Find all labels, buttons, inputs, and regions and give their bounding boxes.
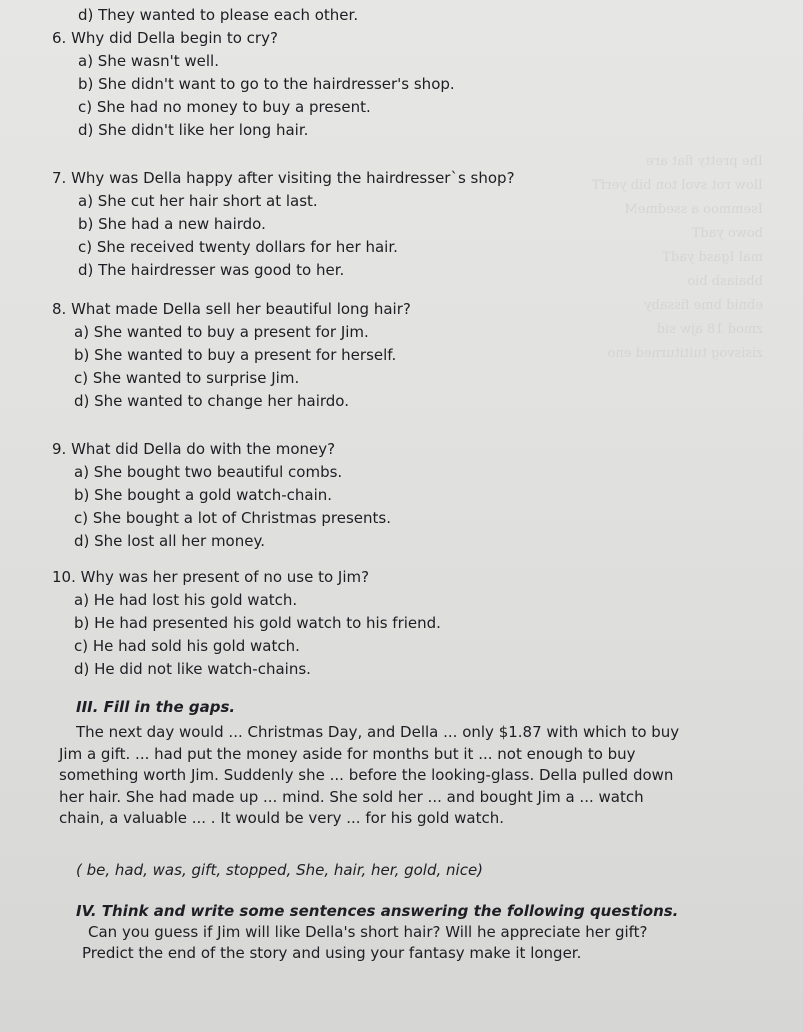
option[interactable]: a) She wasn't well.	[78, 52, 219, 70]
paragraph-line: chain, a valuable ... . It would be very ... for his gold watch.	[59, 809, 505, 827]
question-title: 9. What did Della do with the money?	[52, 440, 336, 458]
option[interactable]: a) She cut her hair short at last.	[78, 192, 318, 210]
option[interactable]: c) She had no money to buy a present.	[78, 98, 371, 116]
word-bank: ( be, had, was, gift, stopped, She, hair, her, gold, nice)	[76, 861, 484, 879]
option[interactable]: c) She bought a lot of Christmas presents.	[74, 509, 391, 527]
question-8	[52, 298, 752, 413]
option[interactable]: a) She bought two beautiful combs.	[74, 463, 343, 481]
paragraph-line: something worth Jim. Suddenly she ... before the looking-glass. Della pulled down	[59, 766, 674, 784]
question-6	[52, 27, 752, 142]
question-title: 8. What made Della sell her beautiful long hair?	[52, 300, 411, 318]
section-4-line: Can you guess if Jim will like Della's short hair? Will he appreciate her gift?	[88, 923, 648, 941]
question-10	[52, 566, 752, 681]
option[interactable]: d) They wanted to please each other.	[78, 6, 359, 24]
option[interactable]: b) She didn't want to go to the hairdresser's shop.	[78, 75, 455, 93]
show-through-text: Ihe pretty flat are Ilow rot svol ton bib yerfT Isemmoo a ssedmeM bowo yadT mal Igasd yadT bbaiasb bio ebnid bme fissaby zmod 18 ajw sid zisisvog tuititurned eno	[591, 154, 763, 361]
option[interactable]: d) He did not like watch-chains.	[74, 660, 311, 678]
option[interactable]: b) She wanted to buy a present for herself.	[74, 346, 397, 364]
option[interactable]: d) The hairdresser was good to her.	[78, 261, 345, 279]
section-4-line: Predict the end of the story and using your fantasy make it longer.	[82, 944, 582, 962]
section-3-heading: III. Fill in the gaps.	[76, 698, 236, 716]
option[interactable]: a) She wanted to buy a present for Jim.	[74, 323, 369, 341]
option[interactable]: b) She had a new hairdo.	[78, 215, 266, 233]
paragraph-line: The next day would ... Christmas Day, and Della ... only $1.87 with which to buy	[76, 723, 680, 741]
option[interactable]: c) She wanted to surprise Jim.	[74, 369, 300, 387]
fill-gaps-paragraph	[59, 722, 759, 830]
section-4	[76, 901, 766, 964]
question-title: 7. Why was Della happy after visiting the hairdresser`s shop?	[52, 169, 515, 187]
option[interactable]: a) He had lost his gold watch.	[74, 591, 298, 609]
paragraph-line: Jim a gift. ... had put the money aside for months but it ... not enough to buy	[59, 744, 636, 763]
option[interactable]: d) She wanted to change her hairdo.	[74, 392, 349, 410]
option[interactable]: c) She received twenty dollars for her hair.	[78, 238, 398, 256]
option[interactable]: b) He had presented his gold watch to his friend.	[74, 614, 441, 632]
paragraph-line: her hair. She had made up ... mind. She sold her ... and bought Jim a ... watch	[59, 787, 644, 806]
question-title: 6. Why did Della begin to cry?	[52, 29, 278, 47]
question-title: 10. Why was her present of no use to Jim?	[52, 568, 370, 586]
section-4-heading: IV. Think and write some sentences answering the following questions.	[76, 902, 679, 920]
question-7	[52, 167, 752, 282]
question-5-tail	[52, 4, 752, 27]
option[interactable]: c) He had sold his gold watch.	[74, 637, 300, 655]
option[interactable]: d) She lost all her money.	[74, 532, 265, 550]
option[interactable]: b) She bought a gold watch-chain.	[74, 486, 333, 504]
question-9	[52, 438, 752, 553]
option[interactable]: d) She didn't like her long hair.	[78, 121, 309, 139]
